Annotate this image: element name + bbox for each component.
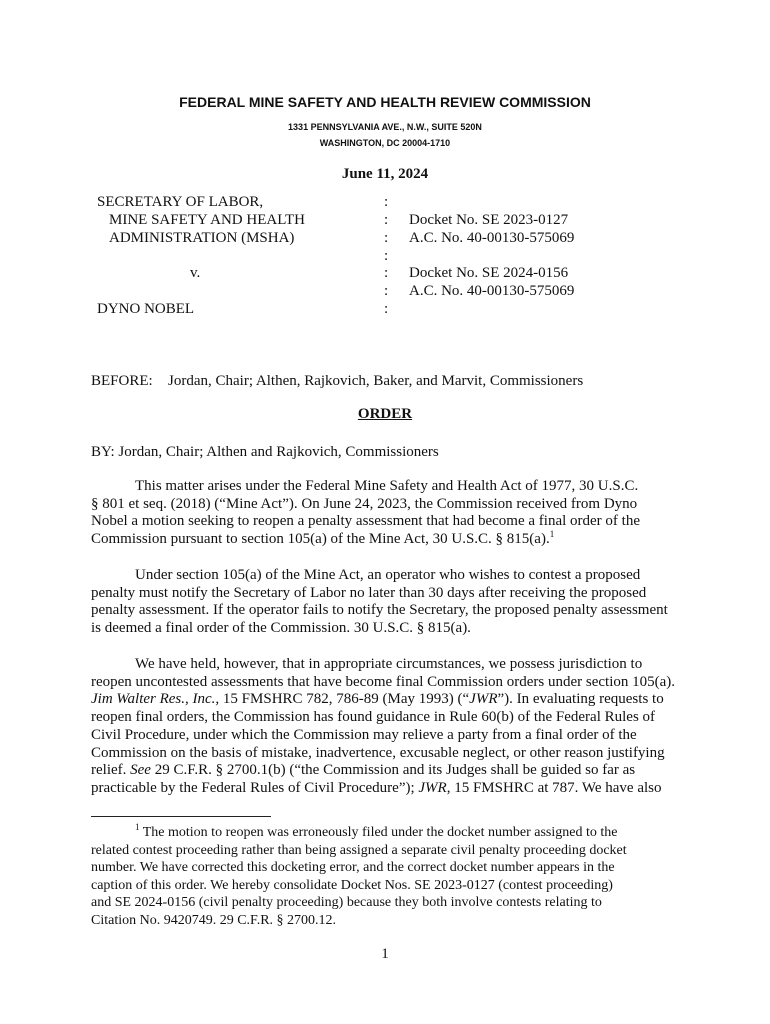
paragraph-line: reopen final orders, the Commission has found guidance in Rule 60(b) of the Federal Rules of [91, 709, 656, 726]
paragraph-line [91, 762, 681, 780]
paragraph-3 [91, 656, 681, 798]
paragraph-line: penalty must notify the Secretary of Labor no later than 30 days after receiving the proposed [91, 584, 647, 601]
versus: v. [190, 265, 201, 281]
footnote-line: caption of this order. We hereby consolidate Docket Nos. SE 2023-0127 (contest proceeding) [91, 877, 613, 893]
citation-text: 15 FMSHRC 782, 786-89 (May 1993) (“ [219, 691, 470, 708]
paragraph-line: We have held, however, that in appropriate circumstances, we possess jurisdiction to [135, 656, 643, 672]
party1-line2: MINE SAFETY AND HEALTH [109, 212, 305, 228]
footnote-line-text: The motion to reopen was erroneously filed under the docket number assigned to the [139, 825, 618, 840]
order-heading: ORDER [357, 406, 413, 422]
address-line-1: 1331 PENNSYLVANIA AVE., N.W., SUITE 520N [288, 122, 482, 132]
before-commissioners: Jordan, Chair; Althen, Rajkovich, Baker, and Marvit, Commissioners [168, 373, 584, 389]
paragraph-line: Civil Procedure, under which the Commission may relieve a party from a final order of the [91, 726, 637, 743]
caption-colon: : [384, 230, 389, 246]
paragraph-1 [91, 478, 681, 549]
case-abbreviation: JWR [418, 779, 447, 796]
party1-line1: SECRETARY OF LABOR, [97, 194, 264, 210]
citation-text: 29 C.F.R. § 2700.1(b) (“the Commission and its Judges shall be guided so far as [150, 762, 636, 779]
paragraph-line: Commission on the basis of mistake, inadvertence, excusable neglect, or other reason justifying [91, 744, 665, 761]
paragraph-line: penalty assessment. If the operator fails to notify the Secretary, the proposed penalty assessment [91, 602, 668, 619]
footnote-line: Citation No. 9420749. 29 C.F.R. § 2700.12. [91, 912, 337, 928]
paragraph-2 [91, 567, 681, 638]
citation-text: , 15 FMSHRC at 787. We have also [446, 779, 662, 796]
paragraph-line: This matter arises under the Federal Mine Safety and Health Act of 1977, 30 U.S.C. [135, 478, 639, 494]
paragraph-line: § 801 et seq. (2018) (“Mine Act”). On June 24, 2023, the Commission received from Dyno [91, 495, 638, 512]
docket-number-2: Docket No. SE 2024-0156 [409, 265, 569, 281]
caption-colon: : [384, 212, 389, 228]
citation-text: practicable by the Federal Rules of Civil Procedure”); [91, 779, 419, 796]
footnote-line: number. We have corrected this docketing error, and the correct docket number appears in the [91, 860, 615, 876]
party1-line3: ADMINISTRATION (MSHA) [109, 230, 295, 246]
footnote-reference[interactable]: 1 [549, 529, 555, 540]
paragraph-line: reopen uncontested assessments that have become final Commission orders under section 105(a). [91, 673, 676, 690]
footnote-number: 1 [135, 822, 140, 832]
paragraph-line [91, 691, 681, 709]
caption-colon: : [384, 265, 389, 281]
citation-text: relief. [91, 762, 131, 779]
before-label: BEFORE: [91, 373, 153, 389]
footnote-1 [91, 824, 681, 930]
commission-title: FEDERAL MINE SAFETY AND HEALTH REVIEW COMMISSION [179, 94, 591, 110]
footnote-line: related contest proceeding rather than being assigned a separate civil penalty proceeding docket [91, 842, 627, 858]
by-line: BY: Jordan, Chair; Althen and Rajkovich, Commissioners [91, 444, 439, 460]
paragraph-line-text: Commission pursuant to section 105(a) of the Mine Act, 30 U.S.C. § 815(a). [91, 531, 550, 548]
caption-colon: : [384, 301, 389, 317]
footnote-divider [91, 816, 271, 817]
caption-colon: : [384, 194, 389, 210]
footnote-line [91, 824, 681, 842]
address-line-2: WASHINGTON, DC 20004-1710 [319, 138, 451, 148]
ac-number-1: A.C. No. 40-00130-575069 [409, 230, 575, 246]
order-date: June 11, 2024 [341, 166, 429, 182]
case-citation: Jim Walter Res., Inc., [91, 691, 220, 708]
caption-colon: : [384, 248, 389, 264]
ac-number-2: A.C. No. 40-00130-575069 [409, 283, 575, 299]
footnote-line: and SE 2024-0156 (civil penalty proceeding) because they both involve contests relating to [91, 895, 602, 911]
docket-number-1: Docket No. SE 2023-0127 [409, 212, 569, 228]
page-number: 1 [381, 946, 389, 962]
see-signal: See [130, 762, 151, 779]
paragraph-line: Under section 105(a) of the Mine Act, an operator who wishes to contest a proposed [135, 567, 641, 583]
party2: DYNO NOBEL [97, 301, 195, 317]
paragraph-line [91, 531, 681, 549]
citation-text: ”). In evaluating requests to [497, 691, 664, 708]
caption-colon: : [384, 283, 389, 299]
paragraph-line: is deemed a final order of the Commission. 30 U.S.C. § 815(a). [91, 620, 471, 637]
paragraph-line [91, 780, 681, 798]
case-abbreviation: JWR [469, 691, 498, 708]
paragraph-line: Nobel a motion seeking to reopen a penalty assessment that had become a final order of the [91, 513, 640, 530]
